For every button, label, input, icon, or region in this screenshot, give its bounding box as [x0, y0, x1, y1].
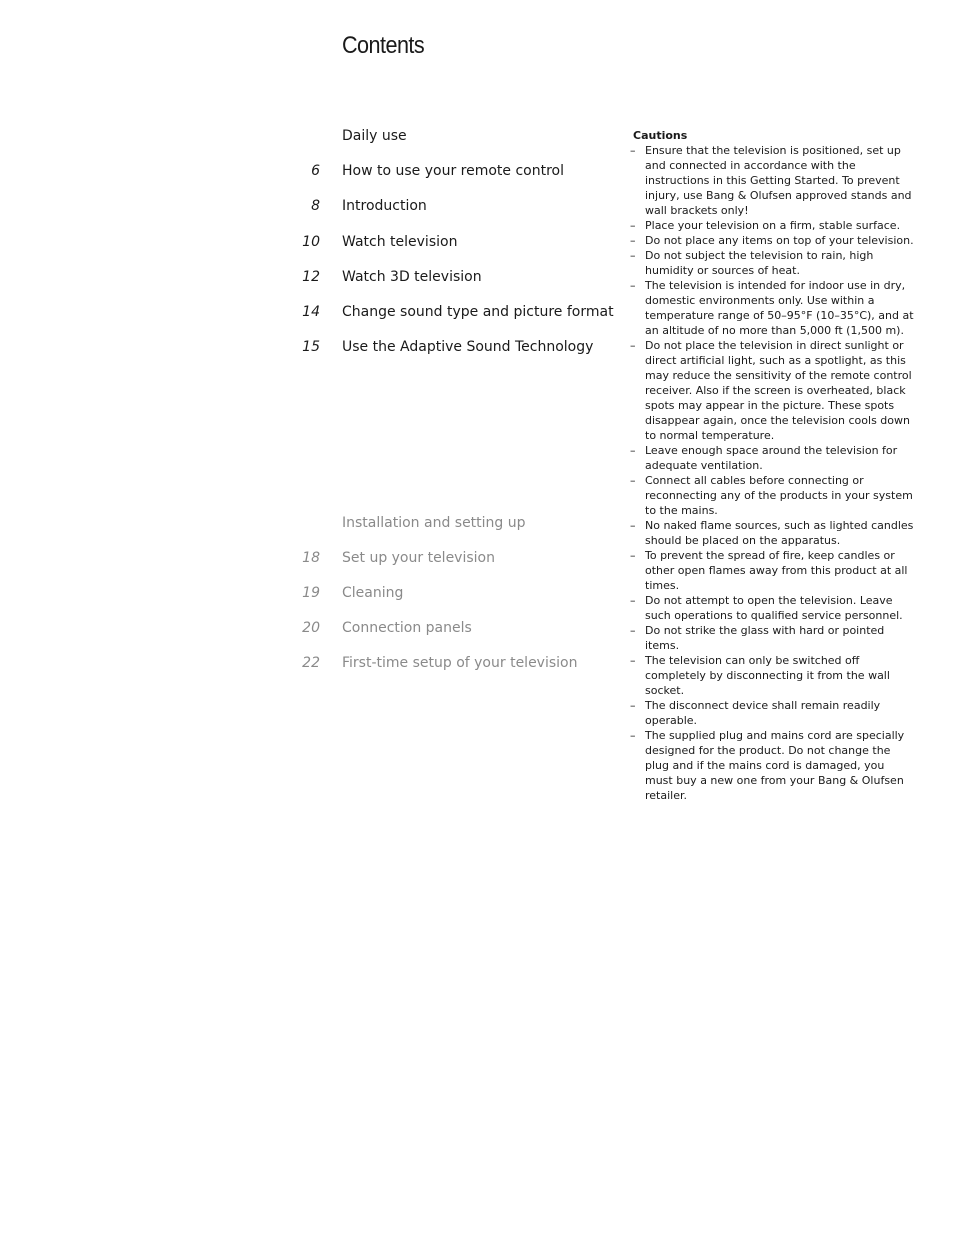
toc-entry-label: Cleaning — [342, 585, 404, 601]
caution-text: The supplied plug and mains cord are specially designed for the product. Do not change the plug and if the mains cord is damaged, you must buy a new one from your Bang & Olufsen retailer. — [645, 729, 905, 802]
toc-entry[interactable] — [300, 269, 620, 289]
caution-text: The television can only be switched off completely by disconnecting it from the wall socket. — [645, 654, 890, 697]
caution-item — [630, 278, 915, 338]
caution-item — [630, 248, 915, 278]
toc-entry[interactable] — [300, 550, 620, 570]
toc-page-number: 15 — [302, 339, 320, 355]
caution-item — [630, 698, 915, 728]
toc-entry[interactable] — [300, 620, 620, 640]
toc-entry-label: First-time setup of your television — [342, 655, 578, 671]
toc-entry[interactable] — [300, 655, 620, 675]
caution-text: Place your television on a firm, stable surface. — [645, 219, 901, 232]
toc-entry[interactable] — [300, 339, 620, 359]
caution-item — [630, 218, 915, 233]
caution-text: Do not subject the television to rain, high humidity or sources of heat. — [645, 249, 874, 277]
caution-dash: – — [630, 699, 636, 712]
toc-entry-label: Change sound type and picture format — [342, 304, 614, 320]
caution-dash: – — [630, 339, 636, 352]
caution-text: The television is intended for indoor use in dry, domestic environments only. Use within a temperature range of 50–95°F (10–35°C), and at an altitude of no more than 5,000 ft (1,500 m). — [645, 279, 914, 337]
caution-item — [630, 623, 915, 653]
caution-dash: – — [630, 654, 636, 667]
caution-item — [630, 728, 915, 803]
caution-text: The disconnect device shall remain readily operable. — [645, 699, 881, 727]
caution-text: Leave enough space around the television for adequate ventilation. — [645, 444, 898, 472]
caution-text: To prevent the spread of fire, keep candles or other open flames away from this product at all times. — [645, 549, 908, 592]
caution-text: Connect all cables before connecting or reconnecting any of the products in your system to the mains. — [645, 474, 913, 517]
toc-entry[interactable] — [300, 585, 620, 605]
caution-dash: – — [630, 519, 636, 532]
caution-item — [630, 143, 915, 218]
toc-page-number: 19 — [302, 585, 320, 601]
caution-dash: – — [630, 729, 636, 742]
caution-text: Do not attempt to open the television. Leave such operations to qualified service personnel. — [645, 594, 903, 622]
toc-page-number: 6 — [311, 163, 320, 179]
caution-dash: – — [630, 234, 636, 247]
toc-page-number: 20 — [302, 620, 320, 636]
toc-entry-label: Set up your television — [342, 550, 495, 566]
toc-page-number: 22 — [302, 655, 320, 671]
toc-entry-label: How to use your remote control — [342, 163, 565, 179]
toc-page-number: 18 — [302, 550, 320, 566]
cautions-panel — [630, 128, 915, 803]
caution-item — [630, 593, 915, 623]
caution-dash: – — [630, 594, 636, 607]
caution-dash: – — [630, 219, 636, 232]
caution-dash: – — [630, 144, 636, 157]
section-heading-daily-use: Daily use — [342, 128, 407, 144]
section-heading-installation: Installation and setting up — [342, 515, 526, 531]
toc-entry-label: Use the Adaptive Sound Technology — [342, 339, 594, 355]
toc-entry-label: Introduction — [342, 198, 427, 214]
caution-text: Do not place any items on top of your television. — [645, 234, 914, 247]
caution-text: Do not place the television in direct sunlight or direct artificial light, such as a spotlight, as this may reduce the sensitivity of the remote control receiver. Also if the screen is overheated, black spots may appear in the picture. These spots disappear again, once the television cools down to normal temperature. — [645, 339, 912, 442]
caution-dash: – — [630, 549, 636, 562]
caution-dash: – — [630, 474, 636, 487]
caution-text: Ensure that the television is positioned, set up and connected in accordance with the instructions in this Getting Started. To prevent injury, use Bang & Olufsen approved stands and wall brackets only! — [645, 144, 912, 217]
toc-entry[interactable] — [300, 234, 620, 254]
toc-entry[interactable] — [300, 163, 620, 183]
caution-item — [630, 473, 915, 518]
caution-dash: – — [630, 249, 636, 262]
toc-page-number: 12 — [302, 269, 320, 285]
toc-entry-label: Watch television — [342, 234, 458, 250]
toc-page-number: 8 — [311, 198, 320, 214]
caution-dash: – — [630, 279, 636, 292]
caution-dash: – — [630, 624, 636, 637]
caution-item — [630, 338, 915, 443]
caution-text: No naked flame sources, such as lighted candles should be placed on the apparatus. — [645, 519, 914, 547]
toc-entry-label: Connection panels — [342, 620, 472, 636]
toc-entry[interactable] — [300, 198, 620, 218]
caution-item — [630, 653, 915, 698]
caution-text: Do not strike the glass with hard or pointed items. — [645, 624, 885, 652]
toc-entry-label: Watch 3D television — [342, 269, 482, 285]
caution-item — [630, 443, 915, 473]
caution-item — [630, 518, 915, 548]
caution-item — [630, 548, 915, 593]
caution-dash: – — [630, 444, 636, 457]
toc-page-number: 10 — [302, 234, 320, 250]
toc-page-number: 14 — [302, 304, 320, 320]
page-title: Contents — [342, 32, 425, 59]
toc-entry[interactable] — [300, 304, 620, 324]
cautions-title: Cautions — [633, 129, 688, 142]
caution-item — [630, 233, 915, 248]
